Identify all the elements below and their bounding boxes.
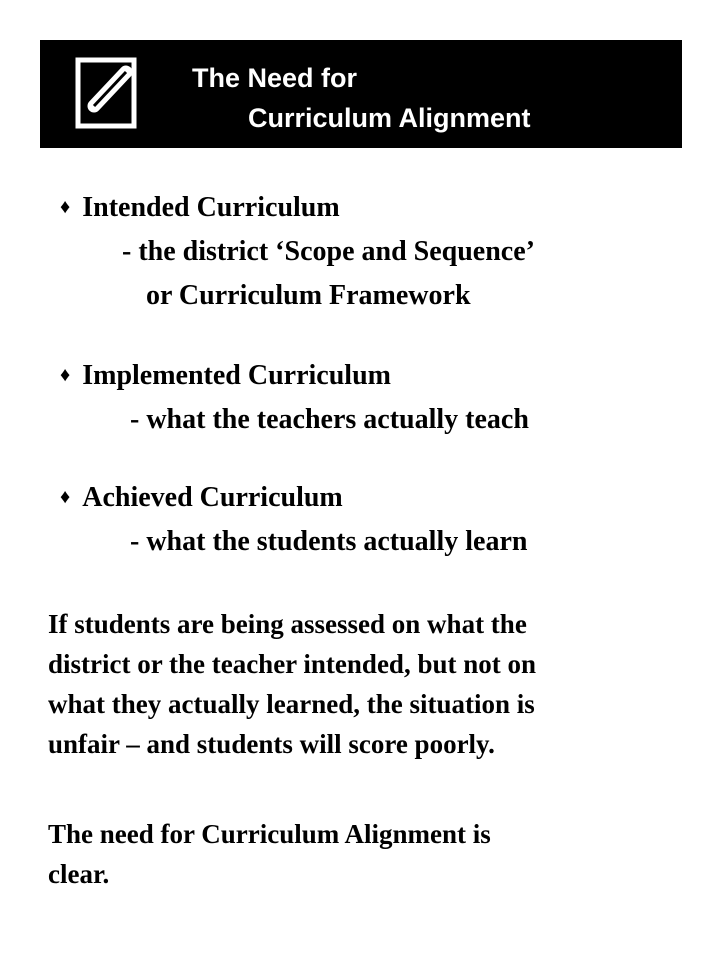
item-intended-title: ♦ Intended Curriculum <box>60 192 340 223</box>
item-intended-desc-1: - the district ‘Scope and Sequence’ <box>122 236 535 267</box>
diamond-bullet-icon: ♦ <box>60 364 71 386</box>
conclusion-paragraph: The need for Curriculum Alignment is clear. <box>48 819 491 889</box>
title-banner <box>40 40 682 148</box>
item-intended-desc-2: or Curriculum Framework <box>146 280 471 311</box>
item-implemented-desc: - what the teachers actually teach <box>130 404 529 435</box>
item-achieved-title: ♦ Achieved Curriculum <box>60 482 343 513</box>
title-line-1: The Need for <box>192 63 358 93</box>
diamond-bullet-icon: ♦ <box>60 486 71 508</box>
checkbox-pencil-icon <box>74 56 138 130</box>
title-line-2: Curriculum Alignment <box>248 103 531 133</box>
item-achieved-desc: - what the students actually learn <box>130 526 528 557</box>
fairness-paragraph: If students are being assessed on what the district or the teacher intended, but not on what they actually learned, the situation is unfair – and students will score poorly. <box>48 609 536 759</box>
item-implemented-title: ♦ Implemented Curriculum <box>60 360 391 391</box>
diamond-bullet-icon: ♦ <box>60 196 71 218</box>
